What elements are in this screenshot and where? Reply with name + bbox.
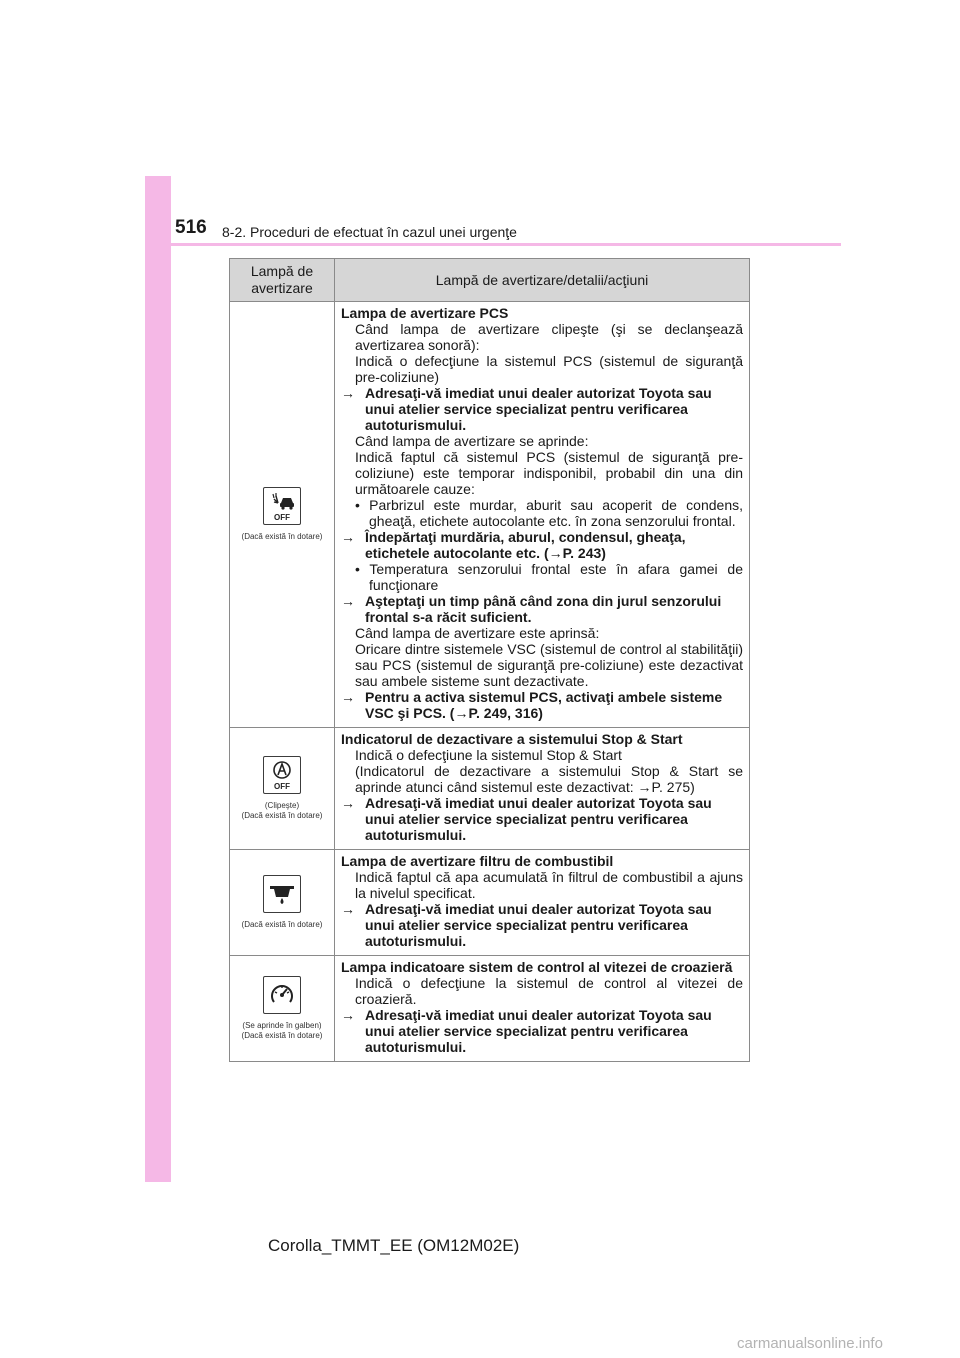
stop-start-off-icon [263,756,301,794]
table-row [230,850,750,956]
action-item: → Adresaţi-vă imediat unui dealer autorizat Toyota sau unui atelier service specializat pentru verificarea autoturismului. [341,1007,712,1055]
action-item: → Pentru a activa sistemul PCS, activaţi ambele sisteme VSC şi PCS. (→P. 249, 316) [341,689,723,721]
arrow-icon: → [341,593,355,609]
icon-off-label: OFF [274,782,290,791]
description-cell [335,728,750,850]
icon-cell [230,302,335,728]
page-number: 516 [175,217,207,238]
warning-lights-table [229,258,750,1062]
fuel-filter-icon [263,875,301,913]
row-text: Indică faptul că apa acumulată în filtrul de combustibil a ajuns la nivelul specificat. [355,869,743,901]
arrow-icon: → [341,385,355,401]
description-cell [335,302,750,728]
icon-note: (Dacă există în dotare) [241,1031,323,1040]
action-item: → Îndepărtaţi murdăria, aburul, condensul, gheaţa, etichetele autocolante etc. (→P. 243) [341,529,686,561]
column-header-lamp: Lampă de avertizare [230,259,335,302]
table-row [230,956,750,1062]
row-text: (Indicatorul de dezactivare a sistemului Stop & Start se aprinde atunci când sistemul este dezactivat: →P. 275) [355,763,743,795]
arrow-icon: → [341,1007,355,1023]
table-row [230,302,750,728]
column-header-details: Lampă de avertizare/detalii/acţiuni [335,259,750,302]
icon-note: (Dacă există în dotare) [241,532,323,541]
bullet-item: • Parbrizul este murdar, aburit sau acoperit de condens, gheaţă, etichete autocolante etc. în zona senzorului frontal. [355,497,743,529]
chapter-title: 8-2. Proceduri de efectuat în cazul unei urgenţe [222,224,517,240]
icon-off-label: OFF [274,513,290,522]
icon-note: (Dacă există în dotare) [241,920,323,929]
row-text: Indică faptul că sistemul PCS (sistemul de siguranţă pre-coliziune) este temporar indisponibil, probabil din una din următoarele cauze: [355,449,743,497]
description-cell [335,956,750,1062]
row-title: Lampa de avertizare filtru de combustibil [341,853,614,869]
arrow-icon: → [341,529,355,545]
row-title: Indicatorul de dezactivare a sistemului Stop & Start [341,731,683,747]
table-row [230,728,750,850]
icon-cell [230,956,335,1062]
icon-cell [230,728,335,850]
description-cell [335,850,750,956]
row-text: Când lampa de avertizare clipeşte (şi se declanşează avertizarea sonoră): [355,321,743,353]
row-text: Indică o defecţiune la sistemul PCS (sistemul de siguranţă pre-coliziune) [355,353,743,385]
pcs-off-icon [263,487,301,525]
row-title: Lampa indicatoare sistem de control al vitezei de croazieră [341,959,733,975]
header-rule [171,243,841,246]
row-text: Indică o defecţiune la sistemul Stop & Start [355,747,622,763]
icon-cell [230,850,335,956]
document-footer: Corolla_TMMT_EE (OM12M02E) [268,1236,520,1255]
arrow-icon: → [341,901,355,917]
row-text: Indică o defecţiune la sistemul de control al vitezei de croazieră. [355,975,743,1007]
icon-note: (Se aprinde în galben) [242,1021,322,1030]
bullet-item: • Temperatura senzorului frontal este în afara gamei de funcţionare [355,561,743,593]
row-text: Oricare dintre sistemele VSC (sistemul de control al stabilităţii) sau PCS (sistemul de siguranţă pre-coliziune) este dezactivat sau ambele sisteme sunt dezactivate. [355,641,743,689]
action-item: → Aşteptaţi un timp până când zona din jurul senzorului frontal s-a răcit suficient. [341,593,722,625]
row-text: Când lampa de avertizare este aprinsă: [355,625,600,641]
action-item: → Adresaţi-vă imediat unui dealer autorizat Toyota sau unui atelier service specializat pentru verificarea autoturismului. [341,901,712,949]
cruise-control-icon [263,976,301,1014]
table-header-row [230,259,750,302]
row-title: Lampa de avertizare PCS [341,305,509,321]
action-item: → Adresaţi-vă imediat unui dealer autorizat Toyota sau unui atelier service specializat pentru verificarea autoturismului. [341,795,712,843]
arrow-icon: → [341,795,355,811]
watermark: carmanualsonline.info [737,1335,883,1352]
icon-note: (Dacă există în dotare) [241,811,323,820]
row-text: Când lampa de avertizare se aprinde: [355,433,589,449]
action-item: → Adresaţi-vă imediat unui dealer autorizat Toyota sau unui atelier service specializat pentru verificarea autoturismului. [341,385,712,433]
icon-note: (Clipeşte) [264,801,300,810]
side-color-band [145,176,171,1182]
arrow-icon: → [341,689,355,705]
